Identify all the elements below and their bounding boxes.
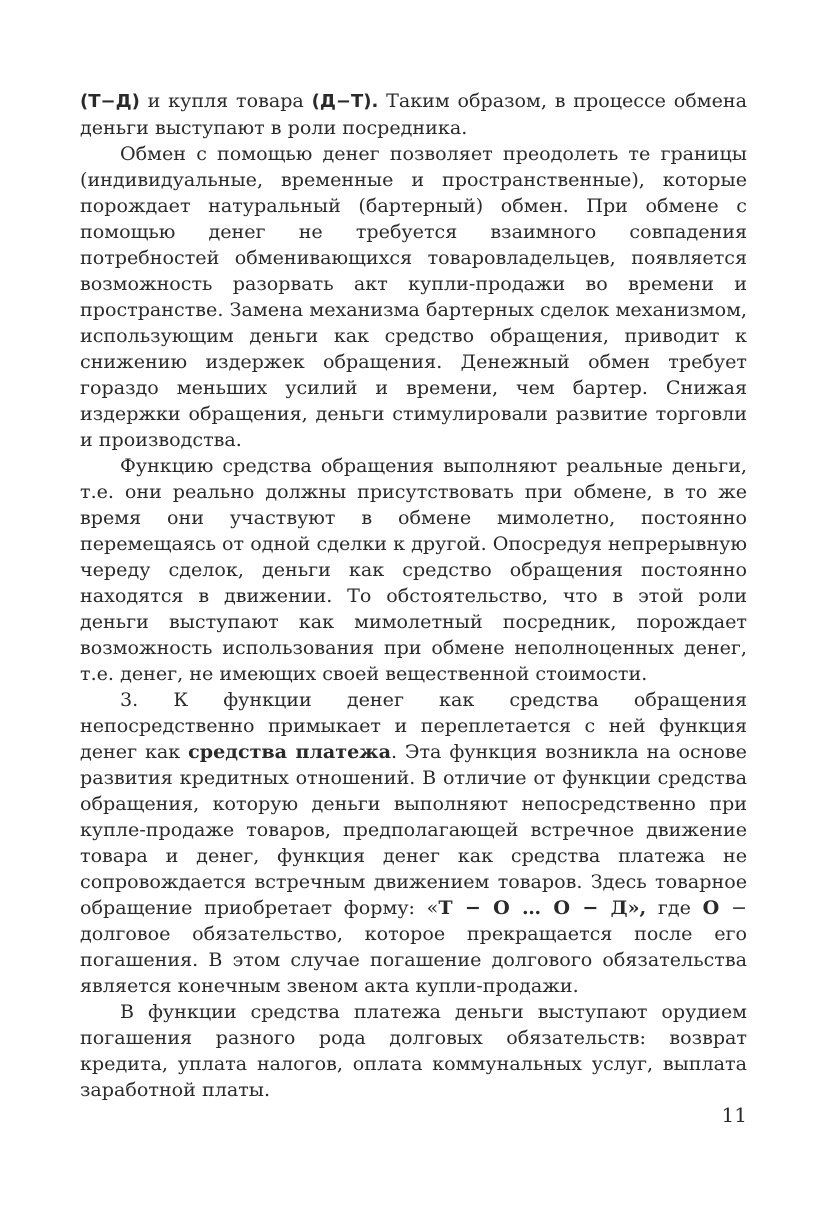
formula-t-d: (Т−Д): [80, 91, 140, 112]
text-run: где: [646, 896, 703, 919]
paragraph-3: [80, 453, 747, 687]
formula-d-t: (Д−Т).: [311, 91, 379, 112]
term-means-of-payment: средства платежа: [188, 740, 391, 763]
text-run: Функцию средства обращения выполняют реальные деньги, т.е. они реально должны присутствовать при обмене, в то же время они участвуют в обмене мимолетно, постоянно перемещаясь от одной сделки к другой. Опосредуя непрерывную череду сделок, деньги как средство обращения постоянно находятся в движении. То обстоятельство, что в этой роли деньги выступают как мимолетный посредник, порождает возможность использования при обмене неполноценных денег, т.е. денег, не имеющих своей вещественной стоимости.: [80, 454, 747, 685]
page-number: 11: [721, 1103, 747, 1127]
text-run: . Эта функция возникла на основе развития кредитных отношений. В отличие от функции средства обращения, которую деньги выполняют непосредственно при купле-продаже товаров, предполагающей встречное движение товара и денег, функция денег как средства платежа не сопровождается встречным движением товаров. Здесь товарное обращение приобретает форму: «: [80, 740, 747, 919]
paragraph-5: [80, 999, 747, 1103]
paragraph-2: [80, 141, 747, 453]
text-run: Таким образом, в процессе обмена деньги выступают в роли посредника.: [80, 89, 747, 139]
page-body: [80, 88, 747, 1103]
text-run: Обмен с помощью денег позволяет преодолеть те границы (индивидуальные, временные и пространственные), которые порождает натуральный (бартерный) обмен. При обмене с помощью денег не требуется взаимного совпадения потребностей обменивающихся товаровладельцев, появляется возможность разорвать акт купли-продажи во времени и пространстве. Замена механизма бартерных сделок механизмом, использующим деньги как средство обращения, приводит к снижению издержек обращения. Денежный обмен требует гораздо меньших усилий и времени, чем бартер. Снижая издержки обращения, деньги стимулировали развитие торговли и производства.: [80, 142, 747, 451]
paragraph-4: [80, 687, 747, 999]
text-run: В функции средства платежа деньги выступают орудием погашения разного рода долговых обязательств: возврат кредита, уплата налогов, оплата коммунальных услуг, выплата заработной платы.: [80, 1000, 747, 1101]
paragraph-1: [80, 88, 747, 141]
text-run: 3. К функции денег как средства обращения непосредственно примыкает и переплетается с ней функция денег как: [80, 688, 747, 763]
text-run: и купля товара: [139, 89, 312, 112]
symbol-o: О: [702, 896, 720, 919]
formula-t-o-o-d: Т − О … О − Д»,: [438, 896, 647, 919]
text-run: − долговое обязательство, которое прекращается после его погашения. В этом случае погашение долгового обязательства является конечным звеном акта купли-продажи.: [80, 896, 747, 997]
